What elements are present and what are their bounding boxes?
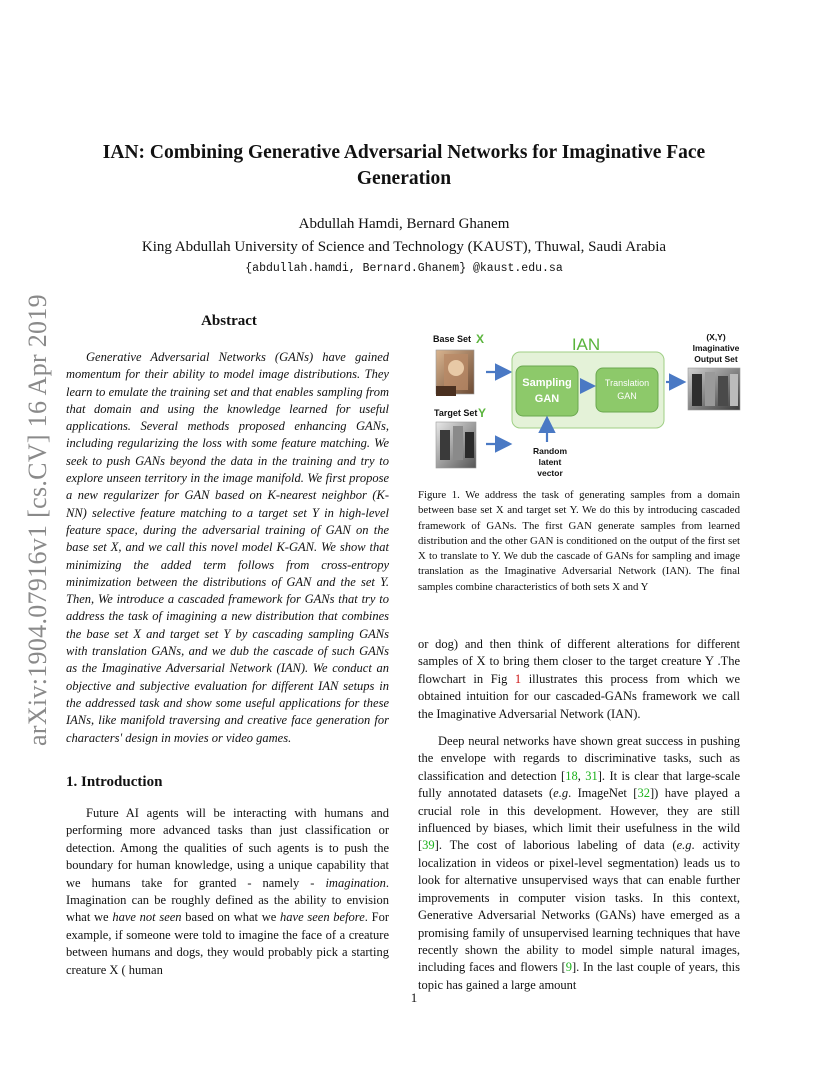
target-set-label: Target Set — [434, 408, 478, 418]
sampling-gan-label-line1: Sampling — [522, 377, 572, 389]
author-list: Abdullah Hamdi, Bernard Ghanem — [298, 216, 510, 232]
right-p1-text-a: or dog) and then think of different alterations for different samples of X to bring them closer to the target creature Y .The flowchart in Fig — [418, 637, 740, 686]
latent-label-line3: vector — [537, 468, 563, 478]
figure-reference-link[interactable]: 1 — [514, 671, 522, 686]
translation-gan-label-line1: Translation — [604, 378, 650, 388]
figure-caption: Figure 1. We address the task of generating samples from a domain between base set X and target set Y. We do this by introducing cascaded framework of GANs. The first GAN generate samples from learned distribution and the other GAN is conditioned on the output of the first set X to translate to Y. We dub the cascade of GANs for sampling and image translation as the Imaginative Adversarial Network (IAN). The final samples combine characteristics of both sets X and Y — [418, 489, 740, 593]
citation-link[interactable]: 18 — [565, 768, 578, 783]
intro-emphasis-imagination: imagination — [325, 875, 386, 890]
latent-label-line2: latent — [538, 457, 562, 467]
intro-text-4: . For example, if someone were told to imagine the face of a creature between humans and dogs, they would probably pick a starting creature X ( human — [66, 910, 389, 977]
right-paragraph-1 — [418, 636, 740, 723]
arxiv-identifier-text: arXiv:1904.07916v1 [cs.CV] 16 Apr 2019 — [23, 294, 52, 746]
abstract-heading: Abstract — [201, 313, 257, 329]
intro-emphasis-seen-before: have seen before — [280, 910, 365, 925]
latent-label-line1: Random — [533, 446, 567, 456]
right-p2-text-g: ]. In the last couple of years, this topic has gained a large amount — [418, 960, 741, 992]
right-p2-text-c: . ImageNet [ — [568, 786, 638, 801]
right-p2-text-e: ]. The cost of laborious labeling of data ( — [434, 838, 677, 853]
intro-emphasis-not-seen: have not seen — [112, 910, 182, 925]
right-p2-eg-1: e.g — [553, 786, 569, 801]
intro-text-1: Future AI agents will be interacting with humans and performing more advanced tasks than just classification or detection. Among the qualities of such agents is to push the boundary for human knowledge, using a unique capability that we humans take for granted - namely - — [66, 806, 389, 890]
ian-label: IAN — [571, 335, 601, 354]
right-p2-eg-2: e.g — [676, 838, 692, 853]
base-set-label: Base Set — [433, 334, 472, 344]
right-p2-text-b: ]. It is clear that large-scale fully annotated datasets ( — [418, 768, 741, 801]
ian-flowchart-figure — [426, 326, 748, 484]
base-set-images — [436, 350, 474, 396]
sampling-gan-label-line2: GAN — [534, 393, 560, 405]
translation-gan-box — [596, 368, 658, 412]
introduction-heading: 1. Introduction — [66, 774, 163, 790]
sampling-gan-box — [516, 366, 578, 416]
right-p2-sep: , — [577, 768, 586, 783]
right-p1-text-b: illustrates this process from which we obtained intuition for our cascaded-GANs framework we call the Imaginative Adversarial Network (IAN). — [418, 671, 740, 721]
translation-gan-label-line2: GAN — [617, 391, 637, 401]
right-p2-text-a: Deep neural networks have shown great success in pushing the envelope with regards to discriminative tasks, such as classification and detection [ — [418, 734, 740, 783]
output-label-line3: Output Set — [694, 354, 738, 364]
intro-text-2: . Imagination can be roughly defined as the ability to envision what we — [66, 875, 389, 925]
target-set-symbol: Y — [478, 406, 487, 420]
right-p2-text-d: ]) have played a crucial role in this development. However, they are still influenced by biases, which limit their usefulness in the wild [ — [418, 786, 740, 853]
right-p2-text-f: . activity localization in videos or pixel-level segmentation) leads us to look for alternative unsupervised ways that can enable further improvements in computer vision tasks. In this context, Generative Adversarial Networks (GANs) have emerged as a promising family of unsupervised learning techniques that have recently shown the ability to model simple natural images, including faces and flowers [ — [418, 838, 740, 975]
page-number: 1 — [410, 990, 418, 1005]
target-set-images — [436, 422, 476, 468]
output-label-line1: (X,Y) — [706, 332, 726, 342]
author-emails: {abdullah.hamdi, Bernard.Ghanem} @kaust.edu.sa — [245, 262, 563, 275]
ian-flowchart — [426, 326, 748, 484]
citation-link[interactable]: 31 — [585, 768, 598, 783]
intro-text-3: based on what we — [181, 910, 281, 925]
right-column-body — [418, 636, 740, 994]
abstract-text: Generative Adversarial Networks (GANs) have gained momentum for their ability to model image distributions. They learn to emulate the training set and that enables sampling from that domain and using the knowledge learned for useful applications. Several methods proposed enhancing GANs, including regularizing the loss with some feature matching. We seek to push GANs beyond the data in the training and try to explore unseen territory in the image manifold. We first propose a new regularizer for GAN based on K-nearest neighbor (K-NN) selective feature matching to a target set Y in high-level feature space, during the adversarial training of GAN on the base set X, and we call this novel model K-GAN. We show that minimizing the added term follows from cross-entropy minimization between the distributions of GAN and the set Y. Then, We introduce a cascaded framework for GANs that try to address the task of imagining a new distribution that combines the base set X and target set Y by cascading sampling GANs with translation GANs, and we dub the cascade of such GANs as the Imaginative Adversarial Network (IAN). We conduct an objective and subjective evaluation for different IAN setups in the addressed task and show some useful applications for these IANs, like manifold traversing and creative face generation for characters' design in movies or video games. — [66, 350, 389, 745]
citation-link[interactable]: 9 — [565, 960, 572, 975]
paper-title: IAN: Combining Generative Adversarial Networks for Imaginative Face Generation — [102, 142, 706, 189]
output-label-line2: Imaginative — [692, 343, 740, 353]
base-set-symbol: X — [476, 332, 485, 346]
citation-link[interactable]: 32 — [637, 786, 650, 801]
affiliation: King Abdullah University of Science and Technology (KAUST), Thuwal, Saudi Arabia — [141, 239, 667, 255]
citation-link[interactable]: 39 — [422, 838, 435, 853]
output-set-images — [688, 368, 740, 410]
introduction-paragraph — [66, 805, 389, 979]
arxiv-identifier-stamp — [18, 285, 58, 755]
right-paragraph-2 — [418, 733, 740, 994]
